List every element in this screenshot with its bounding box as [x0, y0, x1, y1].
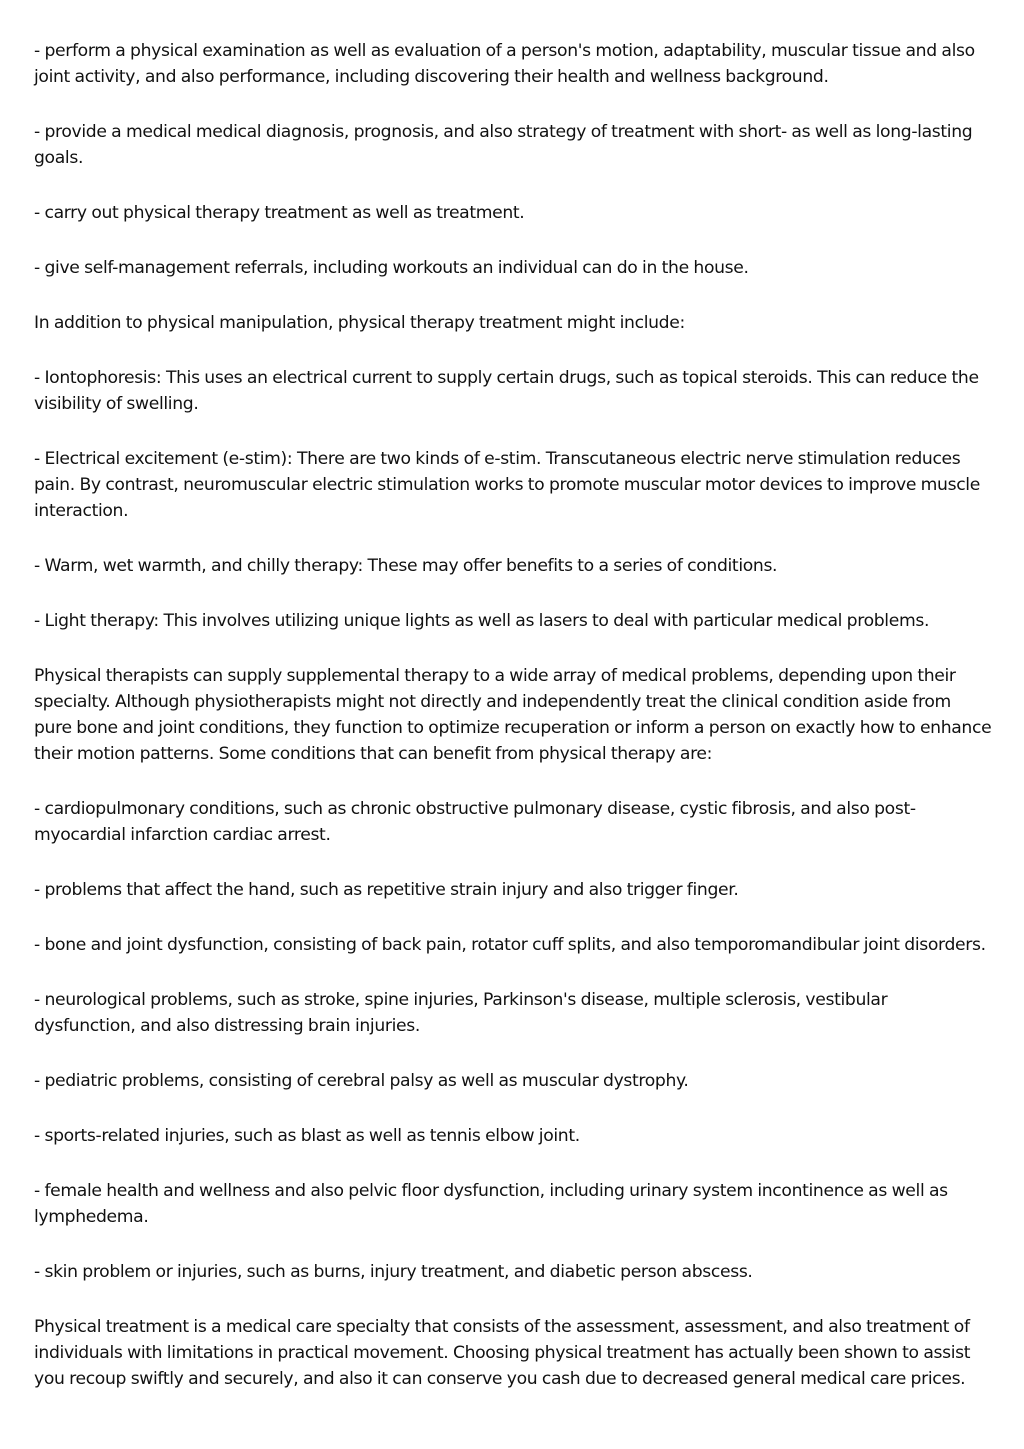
paragraph-supplemental-therapy: Physical therapists can supply supplemental therapy to a wide array of medical problems, depending upon their specialty. Although physiotherapists might not directly and independently treat the clinical condition aside from pure bone and joint conditions, they function to optimize recuperation or inform a person on exactly how to enhance their motion patterns. Some conditions that can benefit from physical therapy are:: [34, 666, 992, 764]
paragraph-cardiopulmonary: - cardiopulmonary conditions, such as chronic obstructive pulmonary disease, cystic fibrosis, and also post-myocardial infarction cardiac arrest.: [34, 799, 916, 845]
paragraph-diagnosis: - provide a medical medical diagnosis, prognosis, and also strategy of treatment with short- as well as long-lasting goals.: [34, 122, 973, 168]
paragraph-hand-problems: - problems that affect the hand, such as repetitive strain injury and also trigger finger.: [34, 880, 739, 900]
paragraph-carry-out-treatment: - carry out physical therapy treatment as well as treatment.: [34, 203, 525, 223]
paragraph-pediatric: - pediatric problems, consisting of cerebral palsy as well as muscular dystrophy.: [34, 1071, 689, 1091]
paragraph-skin-problems: - skin problem or injuries, such as burns, injury treatment, and diabetic person abscess.: [34, 1262, 753, 1282]
paragraph-self-management: - give self-management referrals, including workouts an individual can do in the house.: [34, 258, 749, 278]
paragraph-electrical-stimulation: - Electrical excitement (e-stim): There are two kinds of e-stim. Transcutaneous electric nerve stimulation reduces pain. By contrast, neuromuscular electric stimulation works to promote muscular motor devices to improve muscle interaction.: [34, 449, 980, 521]
paragraph-manipulation-intro: In addition to physical manipulation, physical therapy treatment might include:: [34, 313, 685, 333]
document-body: [34, 38, 992, 1421]
paragraph-heat-cold-therapy: - Warm, wet warmth, and chilly therapy: These may offer benefits to a series of conditions.: [34, 556, 778, 576]
paragraph-conclusion: Physical treatment is a medical care specialty that consists of the assessment, assessment, and also treatment of individuals with limitations in practical movement. Choosing physical treatment has actually been shown to assist you recoup swiftly and securely, and also it can conserve you cash due to decreased general medical care prices.: [34, 1317, 971, 1389]
paragraph-female-health: - female health and wellness and also pelvic floor dysfunction, including urinary system incontinence as well as lymphedema.: [34, 1181, 948, 1227]
paragraph-light-therapy: - Light therapy: This involves utilizing unique lights as well as lasers to deal with particular medical problems.: [34, 611, 930, 631]
paragraph-physical-examination: - perform a physical examination as well as evaluation of a person's motion, adaptability, muscular tissue and also joint activity, and also performance, including discovering their health and wellness background.: [34, 41, 975, 87]
paragraph-sports-injuries: - sports-related injuries, such as blast as well as tennis elbow joint.: [34, 1126, 580, 1146]
paragraph-iontophoresis: - Iontophoresis: This uses an electrical current to supply certain drugs, such as topical steroids. This can reduce the visibility of swelling.: [34, 368, 979, 414]
paragraph-bone-joint: - bone and joint dysfunction, consisting of back pain, rotator cuff splits, and also temporomandibular joint disorders.: [34, 935, 986, 955]
paragraph-neurological: - neurological problems, such as stroke, spine injuries, Parkinson's disease, multiple sclerosis, vestibular dysfunction, and also distressing brain injuries.: [34, 990, 888, 1036]
